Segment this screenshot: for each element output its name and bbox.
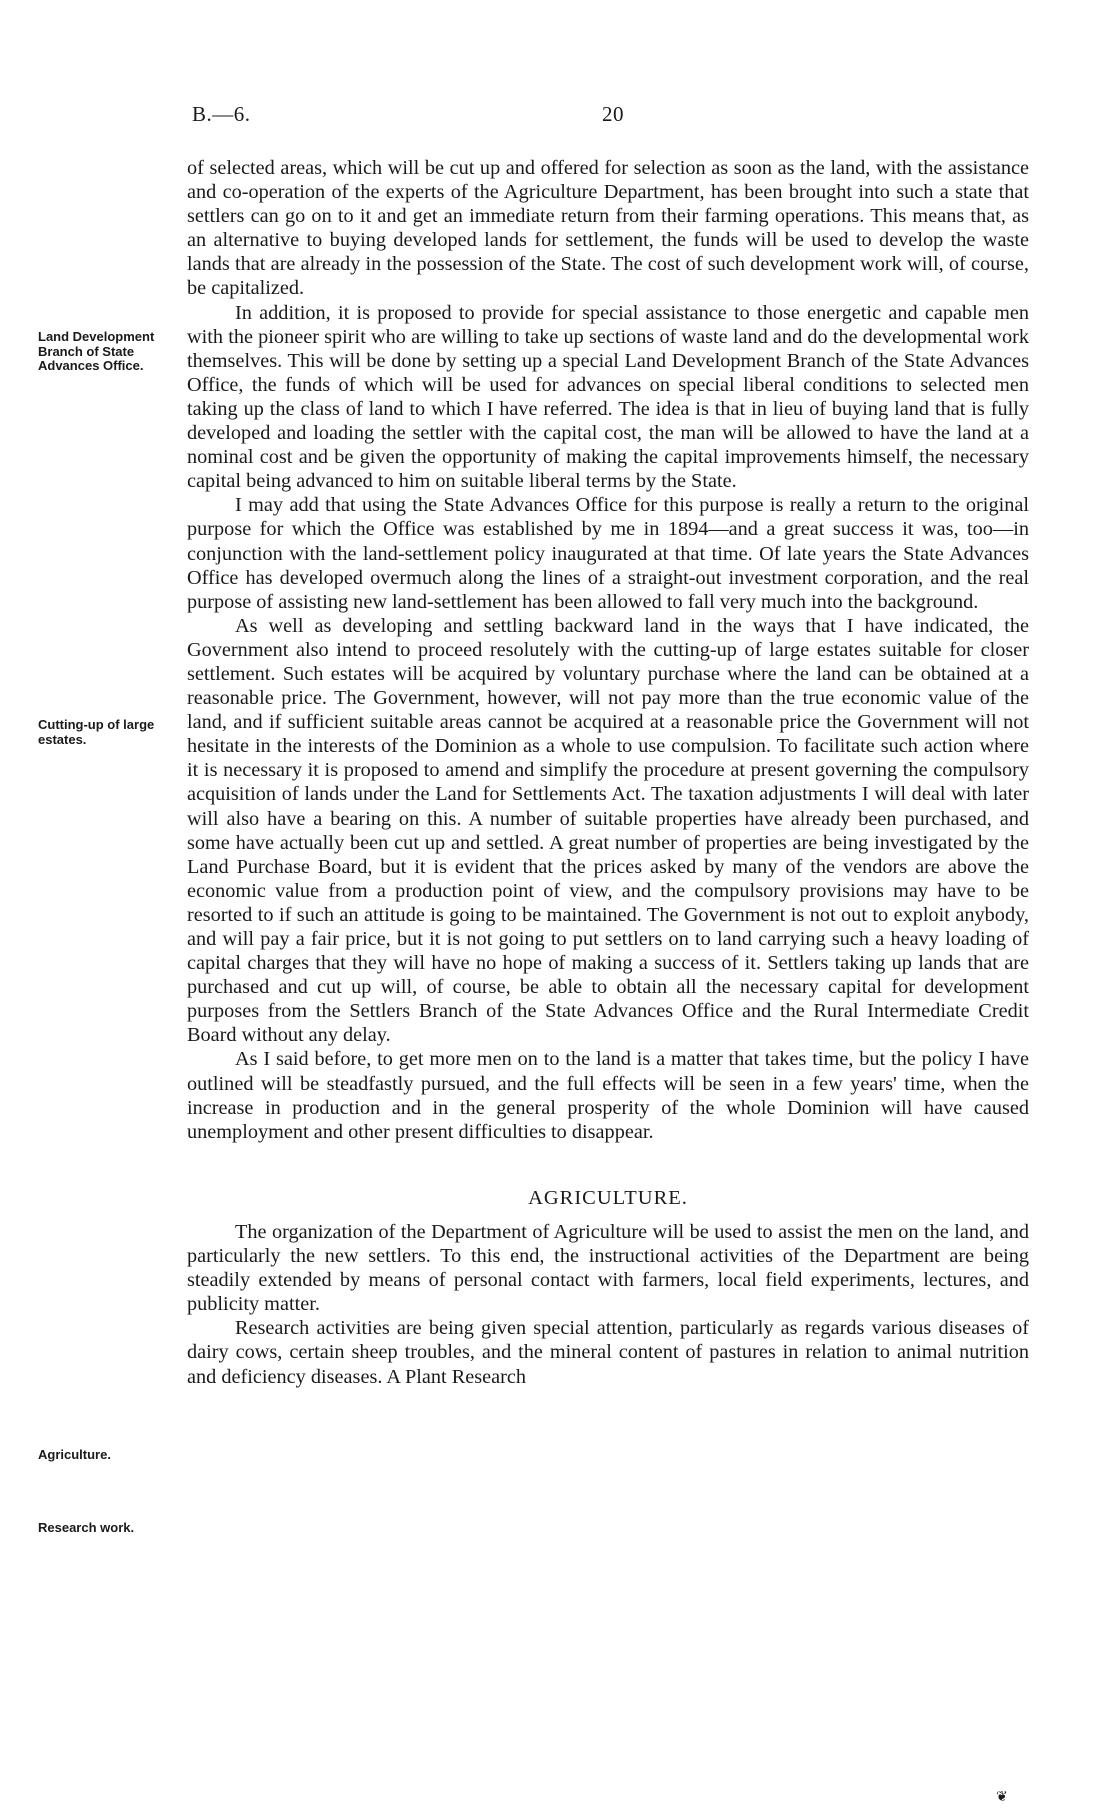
margin-note-research: Research work.: [38, 1520, 135, 1535]
paragraph-land-development: In addition, it is proposed to provide for special assistance to those energetic and capable men with the pioneer spirit who are willing to take up sections of waste land and do the developmental work themselves. This will be done by setting up a special Land Development Branch of the State Advances Office, the funds of which will be used for advances on special liberal conditions to selected men taking up the class of land to which I have referred. The idea is that in lieu of buying land that is fully developed and loading the settler with the capital cost, the man will be allowed to have the land at a nominal cost and be given the opportunity of making the capital improvements himself, the necessary capital being advanced to him on suitable liberal terms by the State.: [187, 301, 1029, 493]
page-number: 20: [602, 102, 624, 126]
paragraph-conclusion: As I said before, to get more men on to the land is a matter that takes time, but the policy I have outlined will be steadfastly pursued, and the full effects will be seen in a few years' time, when the increase in production and in the general prosperity of the whole Dominion will have caused unemployment and other present difficulties to disappear.: [187, 1048, 1029, 1143]
paragraph-continuation: of selected areas, which will be cut up and offered for selection as soon as the land, with the assistance and co-operation of the experts of the Agriculture Department, has been brought into such a state that settlers can go on to it and get an immediate return from their farming operations. This means that, as an alternative to buying developed lands for settlement, the funds will be used to develop the waste lands that are already in the possession of the State. The cost of such development work will, of course, be capitalized.: [187, 157, 1029, 300]
paragraph-state-advances: I may add that using the State Advances Office for this purpose is really a return to the original purpose for which the Office was established by me in 1894—and a great success it was, too—in conjunction with the land-settlement policy inaugurated at that time. Of late years the State Advances Office has developed overmuch along the lines of a straight-out investment corporation, and the real purpose of assisting new land-settlement has been allowed to fall very much into the background.: [187, 494, 1029, 613]
margin-note-cutting-up: Cutting-up of large estates.: [38, 717, 155, 747]
section-heading-agriculture: AGRICULTURE.: [528, 1186, 688, 1209]
report-reference: B.—6.: [192, 102, 251, 126]
margin-note-land-development: Land Development Branch of State Advances Office.: [38, 329, 155, 373]
printer-ornament-icon: ❦: [996, 1790, 1008, 1805]
body-text: [187, 156, 1029, 1389]
paragraph-agriculture: The organization of the Department of Agriculture will be used to assist the men on the land, and particularly the new settlers. To this end, the instructional activities of the Department are being steadily extended by means of personal contact with farmers, local field experiments, lectures, and publicity matter.: [187, 1220, 1029, 1316]
paragraph-research: Research activities are being given special attention, particularly as regards various diseases of dairy cows, certain sheep troubles, and the mineral content of pastures in relation to animal nutrition and deficiency diseases. A Plant Research: [187, 1317, 1029, 1388]
paragraph-cutting-up: As well as developing and settling backward land in the ways that I have indicated, the Government also intend to proceed resolutely with the cutting-up of large estates suitable for closer settlement. Such estates will be acquired by voluntary purchase where the land can be obtained at a reasonable price. The Government, however, will not pay more than the true economic value of the land, and if sufficient suitable areas cannot be acquired at a reasonable price the Government will not hesitate in the interests of the Dominion as a whole to use compulsion. To facilitate such action where it is necessary it is proposed to amend and simplify the procedure at present governing the compulsory acquisition of lands under the Land for Settlements Act. The taxation adjustments I will deal with later will also have a bearing on this. A number of suitable properties have already been purchased, and some have actually been cut up and settled. A great number of properties are being investigated by the Land Purchase Board, but it is evident that the prices asked by many of the vendors are above the economic value from a production point of view, and the compulsory provisions may have to be resorted to if such an attitude is going to be maintained. The Government is not out to exploit anybody, and will pay a fair price, but it is not going to put settlers on to land carrying such a heavy loading of capital charges that they will have no hope of making a success of it. Settlers taking up lands that are purchased and cut up will, of course, be able to obtain all the necessary capital for development purposes from the Settlers Branch of the State Advances Office and the Rural Intermediate Credit Board without any delay.: [187, 614, 1029, 1047]
margin-note-agriculture: Agriculture.: [38, 1447, 111, 1462]
